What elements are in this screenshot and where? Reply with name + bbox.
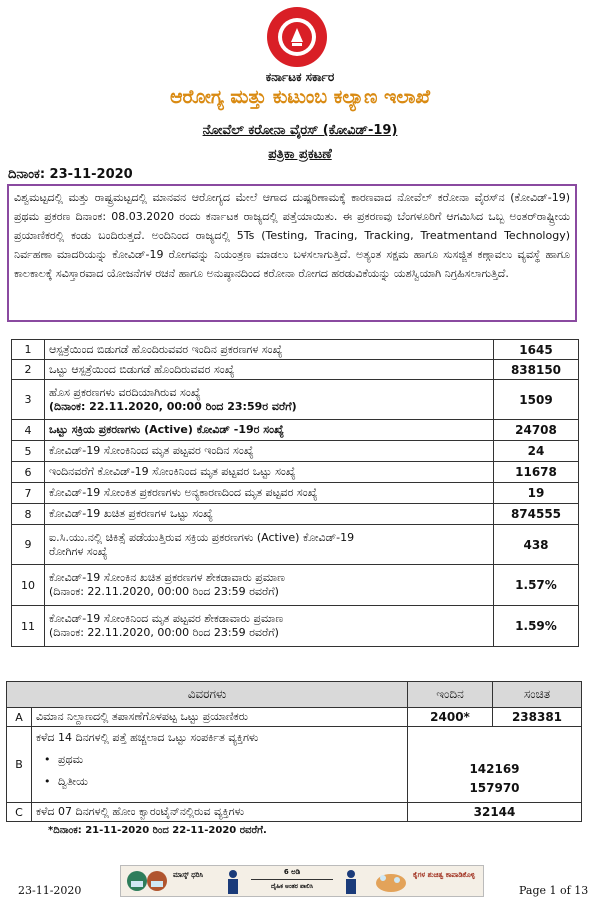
- banner-hygiene-text: ಕೈಗಳ ಶುಚಿತ್ವ ಕಾಪಾಡಿಕೊಳ್ಳಿ: [413, 871, 475, 879]
- table-row: [12, 360, 579, 380]
- row-cumulative-value: 238381: [493, 708, 582, 727]
- row-subtext: ರೋಗಿಗಳ ಸಂಖ್ಯೆ: [49, 544, 108, 558]
- row-description: ಹೊಸ ಪ್ರಕರಣಗಳು ವರದಿಯಾಗಿರುವ ಸಂಖ್ಯೆ: [49, 385, 201, 399]
- row-value: 19: [494, 483, 579, 504]
- row-number: 6: [12, 462, 45, 483]
- covid-stats-table: [11, 339, 579, 647]
- row-description: ಕಳೆದ 07 ದಿನಗಳಲ್ಲಿ ಹೋಂ ಕ್ವಾರಂಟೈನ್‌ನಲ್ಲಿರುವ ವ್ಯಕ್ತಿಗಳು: [32, 803, 408, 822]
- row-description: ಕೋವಿಡ್-19 ಸೋಂಕಿನಿಂದ ಮೃತ ಪಟ್ಟವರ ಶೇಕಡಾವಾರು ಪ್ರಮಾಣ: [49, 612, 284, 625]
- row-description: ವಿಮಾನ ನಿಲ್ದಾಣದಲ್ಲಿ ತಪಾಸಣೆಗೊಳಪಟ್ಟ ಒಟ್ಟು ಪ್ರಯಾಣಿಕರು: [32, 708, 408, 727]
- table-row: [12, 441, 579, 462]
- person-icon: [223, 869, 243, 895]
- press-release-title: ಪತ್ರಿಕಾ ಪ್ರಕಟಣೆ: [268, 147, 332, 162]
- row-description: ಕೋವಿಡ್-19 ಖಚಿತ ಪ್ರಕರಣಗಳ ಒಟ್ಟು ಸಂಖ್ಯೆ: [45, 504, 494, 525]
- row-value: 1645: [494, 340, 579, 360]
- table-row: [12, 565, 579, 606]
- row-label: B: [7, 727, 32, 803]
- row-number: 7: [12, 483, 45, 504]
- mask-people-icon: [125, 869, 169, 893]
- table-row: [12, 462, 579, 483]
- header-today: ಇಂದಿನ: [408, 682, 493, 708]
- table-row: [12, 380, 579, 420]
- row-value: 438: [494, 525, 579, 565]
- contact-list: [36, 749, 403, 793]
- banner-distancing-text: ದೈಹಿಕ ಅಂತರ ಪಾಲಿಸಿ: [270, 883, 314, 890]
- table-row: [7, 727, 582, 803]
- row-number: 9: [12, 525, 45, 565]
- row-subtext: (ದಿನಾಂಕ: 22.11.2020, 00:00 ರಿಂದ 23:59 ರವರೆಗೆ): [49, 626, 279, 639]
- table-row: [12, 420, 579, 441]
- secondary-contacts-value: 157970: [469, 781, 520, 795]
- row-value: 1.57%: [494, 565, 579, 606]
- primary-contacts-value: 142169: [469, 762, 520, 776]
- person-icon: [341, 869, 361, 895]
- table-row: [7, 708, 582, 727]
- list-item: • ಪ್ರಥಮ: [58, 749, 403, 771]
- row-value: 24: [494, 441, 579, 462]
- row-label: C: [7, 803, 32, 822]
- safety-banner: [120, 865, 484, 897]
- row-number: 4: [12, 420, 45, 441]
- table-row: [7, 803, 582, 822]
- row-description: ಕೋವಿಡ್-19 ಸೋಂಕಿತ ಪ್ರಕರಣಗಳು ಅನ್ಯಕಾರಣದಿಂದ ಮೃತ ಪಟ್ಟವರ ಸಂಖ್ಯೆ: [45, 483, 494, 504]
- header-details: ವಿವರಗಳು: [7, 682, 408, 708]
- table-row: [12, 504, 579, 525]
- banner-distance-text: 6 ಅಡಿ: [283, 868, 301, 876]
- row-subtext: (ದಿನಾಂಕ: 22.11.2020, 00:00 ರಿಂದ 23:59ರ ವರೆಗೆ): [49, 399, 297, 413]
- table-row: [12, 340, 579, 360]
- table-header-row: [7, 682, 582, 708]
- government-name: ಕರ್ನಾಟಕ ಸರ್ಕಾರ: [265, 70, 335, 84]
- row-today-value: 2400*: [408, 708, 493, 727]
- row-value: 11678: [494, 462, 579, 483]
- release-date: ದಿನಾಂಕ: 23-11-2020: [8, 167, 133, 182]
- row-value: 32144: [408, 803, 582, 822]
- row-description: ಕೋವಿಡ್-19 ಸೋಂಕಿನಿಂದ ಮೃತ ಪಟ್ಟವರ ಇಂದಿನ ಸಂಖ್ಯೆ: [45, 441, 494, 462]
- row-number: 5: [12, 441, 45, 462]
- table-row: [12, 606, 579, 647]
- row-description: ಆಸ್ಪತ್ರೆಯಿಂದ ಬಿಡುಗಡೆ ಹೊಂದಿರುವವರ ಇಂದಿನ ಪ್ರಕರಣಗಳ ಸಂಖ್ಯೆ: [45, 340, 494, 360]
- footer-date: 23-11-2020: [18, 884, 82, 897]
- table-row: [12, 483, 579, 504]
- row-description: ಐ.ಸಿ.ಯು.ನಲ್ಲಿ ಚಿಕಿತ್ಸೆ ಪಡೆಯುತ್ತಿರುವ ಸಕ್ರಿಯ ಪ್ರಕರಣಗಳು (Active) ಕೋವಿಡ್-19: [49, 530, 355, 544]
- page-number: Page 1 of 13: [519, 884, 589, 897]
- row-description: ಕೋವಿಡ್-19 ಸೋಂಕಿನ ಖಚಿತ ಪ್ರಕರಣಗಳ ಶೇಕಡಾವಾರು ಪ್ರಮಾಣ: [49, 571, 285, 584]
- row-label: A: [7, 708, 32, 727]
- row-number: 2: [12, 360, 45, 380]
- row-value: 1.59%: [494, 606, 579, 647]
- row-description: ಇಂದಿನವರೆಗೆ ಕೋವಿಡ್-19 ಸೋಂಕಿನಿಂದ ಮೃತ ಪಟ್ಟವರ ಒಟ್ಟು ಸಂಖ್ಯೆ: [45, 462, 494, 483]
- row-number: 1: [12, 340, 45, 360]
- table-row: [12, 525, 579, 565]
- footnote: *ದಿನಾಂಕ: 21-11-2020 ರಿಂದ 22-11-2020 ರವರೆಗೆ.: [48, 825, 267, 836]
- distance-arrow: [251, 879, 333, 880]
- row-value: 24708: [494, 420, 579, 441]
- row-subtext: (ದಿನಾಂಕ: 22.11.2020, 00:00 ರಿಂದ 23:59 ರವರೆಗೆ): [49, 585, 279, 598]
- row-number: 10: [12, 565, 45, 606]
- row-number: 3: [12, 380, 45, 420]
- row-number: 8: [12, 504, 45, 525]
- banner-mask-text: ಮಾಸ್ಕ್ ಧರಿಸಿ: [173, 871, 204, 879]
- row-description: ಒಟ್ಟು ಆಸ್ಪತ್ರೆಯಿಂದ ಬಿಡುಗಡೆ ಹೊಂದಿರುವವರ ಸಂಖ್ಯೆ: [45, 360, 494, 380]
- row-number: 11: [12, 606, 45, 647]
- department-title: ಆರೋಗ್ಯ ಮತ್ತು ಕುಟುಂಬ ಕಲ್ಯಾಣ ಇಲಾಖೆ: [169, 86, 431, 108]
- row-description: ಒಟ್ಟು ಸಕ್ರಿಯ ಪ್ರಕರಣಗಳು (Active) ಕೋವಿಡ್ -19ರ ಸಂಖ್ಯೆ: [45, 420, 494, 441]
- row-description: ಕಳೆದ 14 ದಿನಗಳಲ್ಲಿ ಪತ್ತೆ ಹಚ್ಚಲಾದ ಒಟ್ಟು ಸಂಪರ್ಕಿತ ವ್ಯಕ್ತಿಗಳು: [36, 731, 259, 744]
- karnataka-emblem-logo: [266, 6, 328, 68]
- intro-paragraph: ವಿಶ್ವಮಟ್ಟದಲ್ಲಿ ಮತ್ತು ರಾಷ್ಟ್ರಮಟ್ಟದಲ್ಲಿ ಮಾನವನ ಆರೋಗ್ಯದ ಮೇಲೆ ಆಗಾದ ದುಷ್ಪರಿಣಾಮಕ್ಕೆ ಕಾರಣವಾದ ನೋವೆಲ್ ಕರೋನಾ ವೈರಸ್‌ನ (ಕೋವಿಡ್-19) ಪ್ರಥಮ ಪ್ರಕರಣ ದಿನಾಂಕ: 08.03.2020 ರಂದು ಕರ್ನಾಟಕ ರಾಜ್ಯದಲ್ಲಿ ಪತ್ತೆಯಾಯಿತು. ಈ ಪ್ರಕರಣವು ಬೆಂಗಳೂರಿಗೆ ಆಗಮಿಸಿದ ಒಬ್ಬ ಅಂತರ್‌ರಾಷ್ಟ್ರೀಯ ಪ್ರಯಾಣಿಕರಲ್ಲಿ ಕಂಡು ಬಂದಿರುತ್ತದೆ. ಅಂದಿನಿಂದ ರಾಜ್ಯದಲ್ಲಿ 5Ts (Testing, Tracing, Tracking, Treatmentand Technology) ನಿರ್ವಹಣಾ ಮಾದರಿಯನ್ನು ಕೋವಿಡ್-19 ರೋಗವನ್ನು ನಿಯಂತ್ರಣ ಮಾಡಲು ಬಳಸಲಾಗುತ್ತಿದೆ. ಅತ್ಯಂತ ಸಕ್ಷಮ ಹಾಗೂ ಸುಸಜ್ಜಿತ ಕಣ್ಗಾವಲು ವ್ಯವಸ್ಥೆ ಹಾಗೂ ಕಾಲಕಾಲಕ್ಕೆ ಸವಿಸ್ತಾರವಾದ ಯೋಜನೆಗಳ ರಚನೆ ಹಾಗೂ ಅನುಷ್ಠಾನದಿಂದ ಕರೋನಾ ರೋಗದ ಹರಡುವಿಕೆಯನ್ನು ಯಶಸ್ವಿಯಾಗಿ ನಿಗ್ರಹಿಸಲಾಗುತ್ತಿದೆ.: [7, 184, 577, 322]
- hand-wash-icon: [373, 870, 409, 894]
- row-value: 1509: [494, 380, 579, 420]
- list-item: • ದ್ವಿತೀಯ: [58, 771, 403, 793]
- header-cumulative: ಸಂಚಿತ: [493, 682, 582, 708]
- row-value: 838150: [494, 360, 579, 380]
- subject-title: ನೋವೆಲ್ ಕರೋನಾ ವೈರಸ್ (ಕೋವಿಡ್-19): [202, 123, 398, 138]
- row-value: 874555: [494, 504, 579, 525]
- details-table: [6, 681, 582, 822]
